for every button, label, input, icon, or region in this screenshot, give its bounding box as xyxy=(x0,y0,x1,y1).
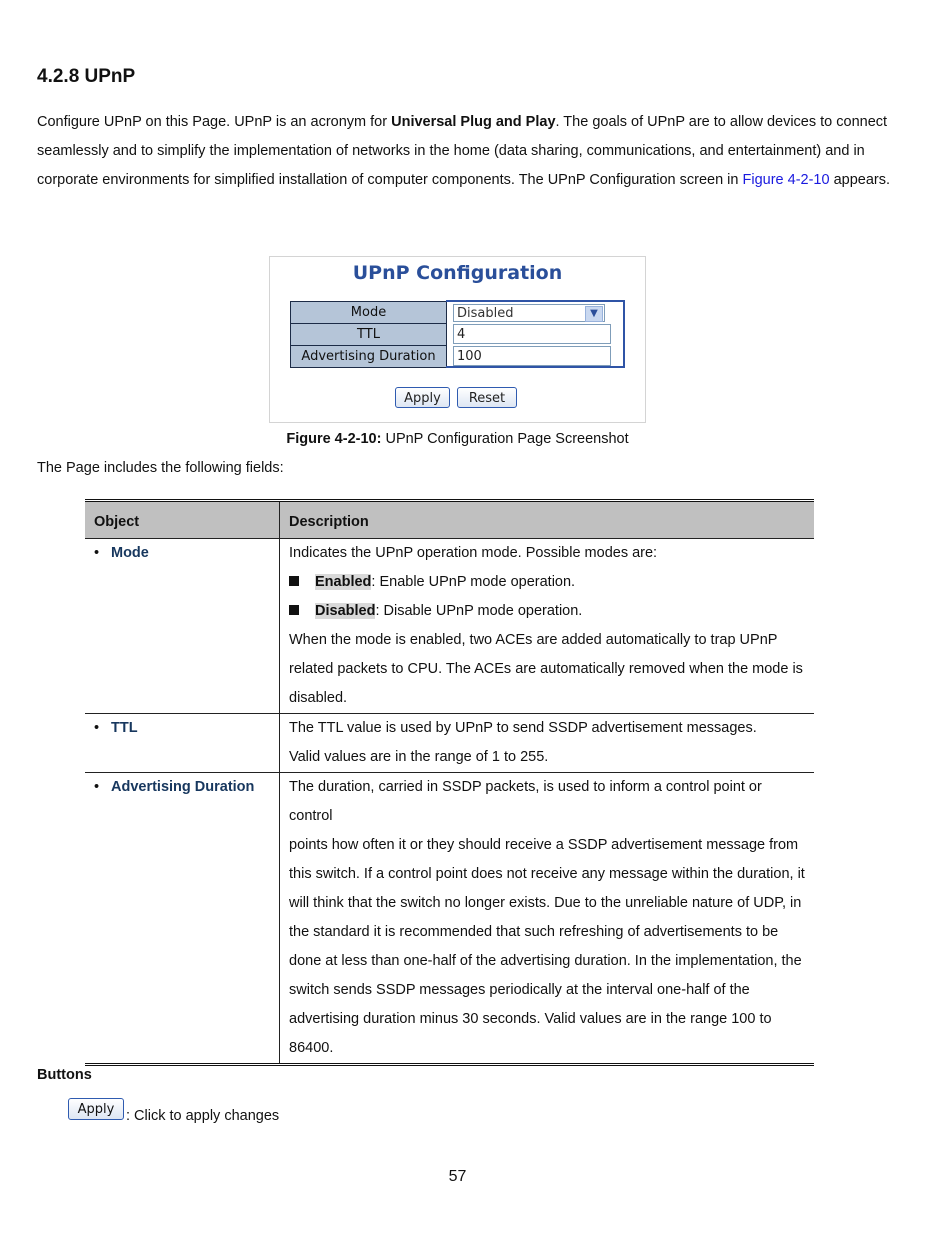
config-row-ttl xyxy=(291,323,625,345)
object-ttl: • TTL xyxy=(94,720,138,736)
square-bullet-icon xyxy=(289,576,299,586)
section-heading: 4.2.8 UPnP xyxy=(37,66,136,87)
object-mode: • Mode xyxy=(94,545,149,561)
table-row xyxy=(85,714,814,773)
advertising-duration-label: Advertising Duration xyxy=(291,345,447,367)
table-row xyxy=(85,773,814,1065)
table-row xyxy=(85,539,814,714)
ttl-description: The TTL value is used by UPnP to send SSDP advertisement messages. Valid values are in the range of 1 to 255. xyxy=(280,714,815,773)
intro-text-2: . The goals of UPnP are to allow devices to connect seamlessly and to simplify the implementation of networks in the home (data sharing, communications, and entertainment) and in corporate environments for simplified installation of computer components. The UPnP Configuration screen in xyxy=(37,114,888,188)
header-description: Description xyxy=(280,501,815,539)
mode-select[interactable] xyxy=(453,304,605,322)
config-form-table xyxy=(290,300,625,368)
object-advertising-duration: • Advertising Duration xyxy=(94,779,254,795)
mode-select-value: Disabled xyxy=(457,305,514,321)
buttons-heading: Buttons xyxy=(37,1067,92,1083)
advertising-duration-description: The duration, carried in SSDP packets, is used to inform a control point or control points how often it or they should receive a SSDP advertisement message from this switch. If a control point does not receive any message within the duration, it will think that the switch no longer exists. Due to the unreliable nature of UDP, in the standard it is recommended that such refreshing of advertisements to be done at less than one-half of the advertising duration. In the implementation, the switch sends SSDP messages periodically at the interval one-half of the advertising duration minus 30 seconds. Valid values are in the range 100 to 86400. xyxy=(289,779,805,1056)
apply-button-description: : Click to apply changes xyxy=(126,1108,280,1124)
header-object: Object xyxy=(85,501,280,539)
config-row-mode xyxy=(291,301,625,323)
fields-table xyxy=(85,499,814,1066)
screenshot-title: UPnP Configuration xyxy=(352,262,563,284)
caption-label: Figure 4-2-10: xyxy=(286,431,382,447)
apply-button[interactable]: Apply xyxy=(395,387,450,408)
mode-label: Mode xyxy=(291,301,447,323)
advertising-duration-input[interactable]: 100 xyxy=(453,346,611,366)
option-enabled: Enabled: Enable UPnP mode operation. xyxy=(289,568,805,597)
option-disabled: Disabled: Disable UPnP mode operation. xyxy=(289,597,805,626)
square-bullet-icon xyxy=(289,605,299,615)
intro-text-3: appears. xyxy=(829,172,891,188)
intro-text-1: Configure UPnP on this Page. UPnP is an acronym for xyxy=(37,114,392,130)
reset-button[interactable]: Reset xyxy=(457,387,517,408)
apply-button-sample[interactable]: Apply xyxy=(68,1098,124,1120)
config-row-advertising-duration xyxy=(291,345,625,367)
figure-link[interactable]: Figure 4-2-10 xyxy=(742,172,830,188)
page-number: 57 xyxy=(448,1168,467,1185)
figure-caption xyxy=(0,431,915,447)
table-header-row xyxy=(85,501,814,539)
bullet-icon: • xyxy=(94,545,100,561)
fields-intro: The Page includes the following fields: xyxy=(37,460,284,476)
chevron-down-icon[interactable]: ▼ xyxy=(585,306,603,322)
caption-text: UPnP Configuration Page Screenshot xyxy=(381,431,629,447)
bullet-icon: • xyxy=(94,779,100,795)
upnp-config-screenshot xyxy=(269,256,646,423)
ttl-input[interactable]: 4 xyxy=(453,324,611,344)
ttl-label: TTL xyxy=(291,323,447,345)
bullet-icon: • xyxy=(94,720,100,736)
intro-paragraph xyxy=(37,108,897,195)
intro-bold-term: Universal Plug and Play xyxy=(391,114,556,130)
mode-description: Indicates the UPnP operation mode. Possible modes are: Enabled: Enable UPnP mode operation. Disabled: Disable UPnP mode operation. When the mode is enabled, two ACEs are added automatically to trap UPnP related packets to CPU. The ACEs are automatically removed when the mode is disabled. xyxy=(280,539,815,714)
